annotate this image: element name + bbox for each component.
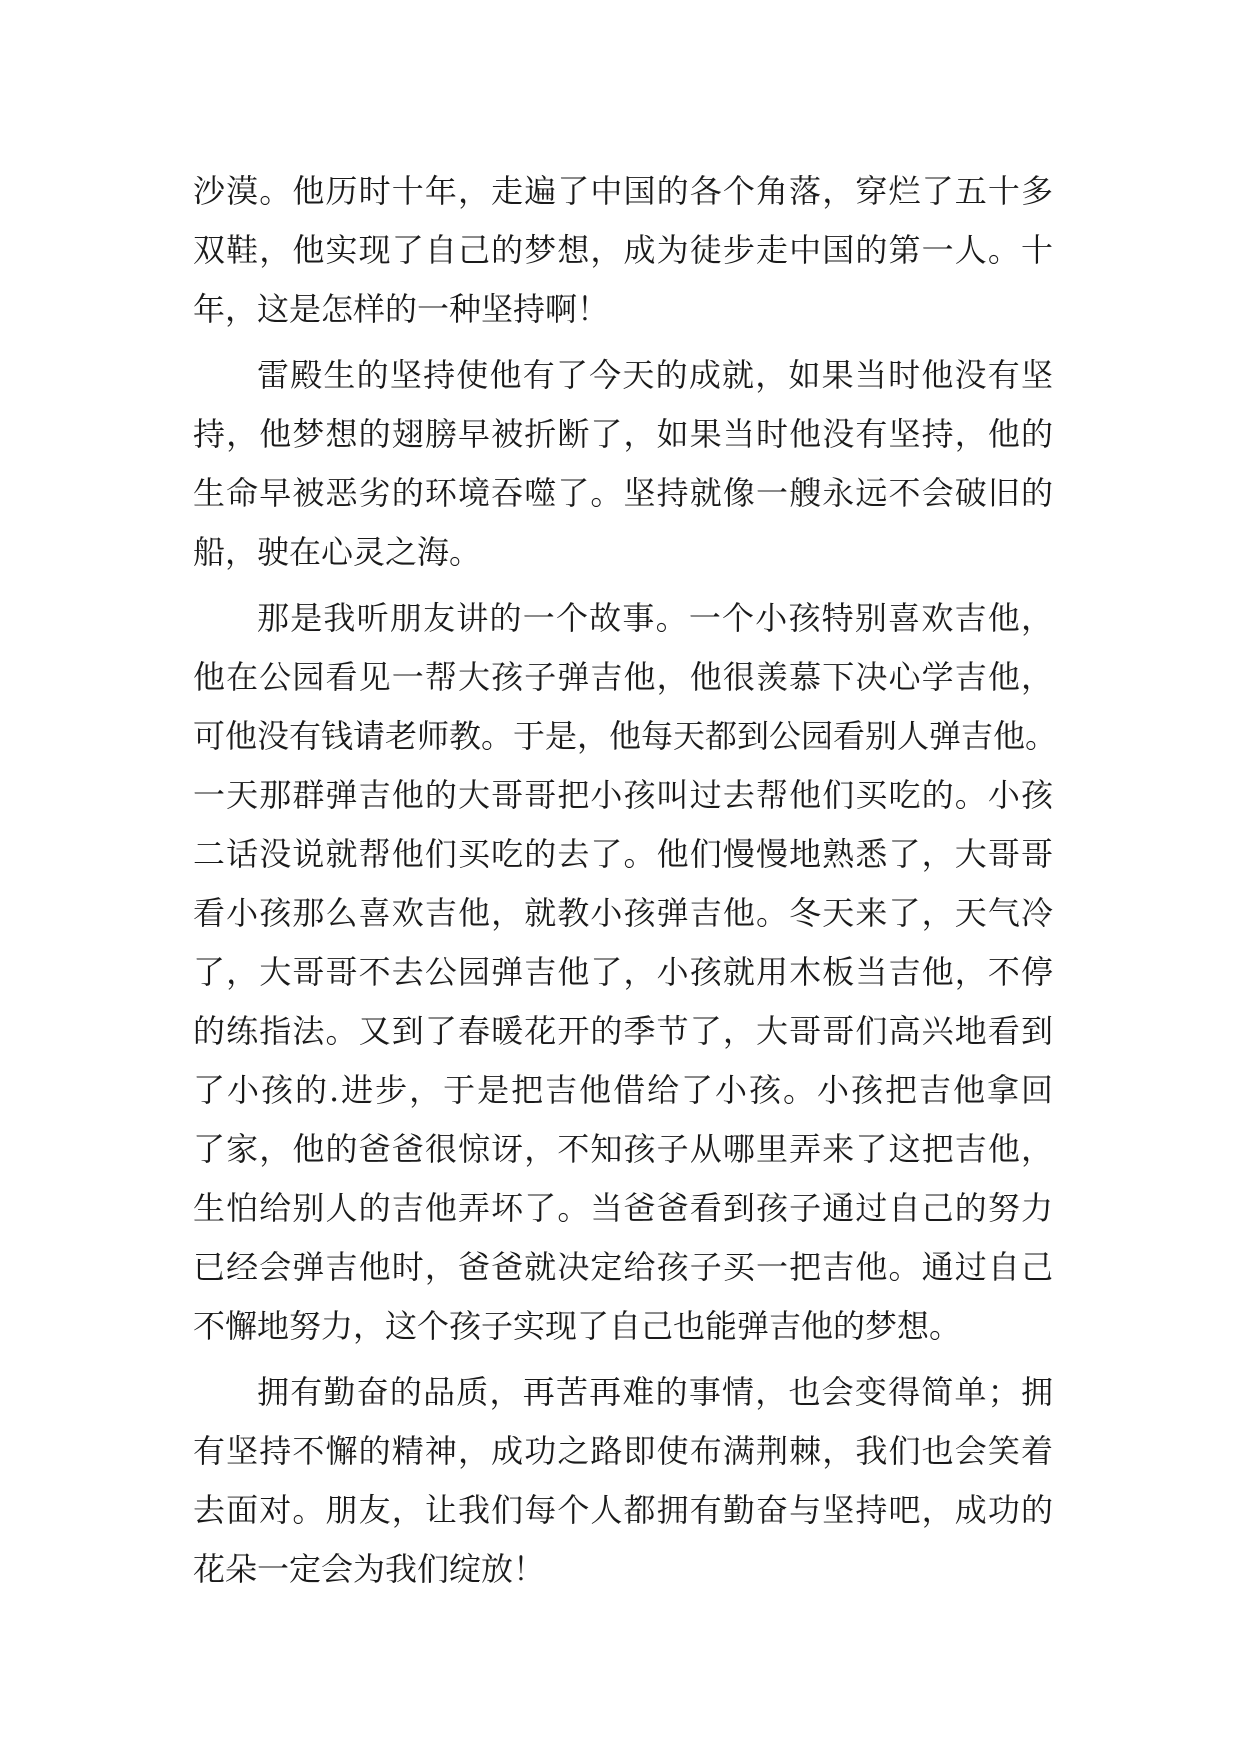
text-line: 一天那群弹吉他的大哥哥把小孩叫过去帮他们买吃的。小孩 [193,776,1053,814]
text-line: 二话没说就帮他们买吃的去了。他们慢慢地熟悉了，大哥哥 [193,835,1053,873]
text-line: 已经会弹吉他时，爸爸就决定给孩子买一把吉他。通过自己 [193,1248,1053,1286]
body-text [193,162,1058,1606]
text-line: 船，驶在心灵之海。 [193,533,482,571]
text-line: 有坚持不懈的精神，成功之路即使布满荆棘，我们也会笑着 [193,1432,1053,1470]
paragraph-3 [193,589,1058,1356]
text-line: 年，这是怎样的一种坚持啊！ [193,290,610,328]
text-line: 那是我听朋友讲的一个故事。一个小孩特别喜欢吉他， [257,599,1053,637]
text-line: 生命早被恶劣的环境吞噬了。坚持就像一艘永远不会破旧的 [193,474,1053,512]
text-line: 生怕给别人的吉他弄坏了。当爸爸看到孩子通过自己的努力 [193,1189,1053,1227]
text-line: 看小孩那么喜欢吉他，就教小孩弹吉他。冬天来了，天气冷 [193,894,1053,932]
paragraph-4 [193,1363,1053,1599]
text-line: 的练指法。又到了春暖花开的季节了，大哥哥们高兴地看到 [193,1012,1053,1050]
text-line: 拥有勤奋的品质，再苦再难的事情，也会变得简单；拥 [257,1373,1053,1411]
text-line: 了小孩的.进步，于是把吉他借给了小孩。小孩把吉他拿回 [193,1071,1053,1109]
text-line: 他在公园看见一帮大孩子弹吉他，他很羡慕下决心学吉他， [193,658,1053,696]
text-line: 了家，他的爸爸很惊讶，不知孩子从哪里弄来了这把吉他， [193,1130,1053,1168]
text-line: 雷殿生的坚持使他有了今天的成就，如果当时他没有坚 [257,356,1053,394]
text-line: 花朵一定会为我们绽放！ [193,1550,546,1588]
paragraph-1 [193,162,1053,339]
text-line: 沙漠。他历时十年，走遍了中国的各个角落，穿烂了五十多 [193,172,1053,210]
text-line: 持，他梦想的翅膀早被折断了，如果当时他没有坚持，他的 [193,415,1053,453]
text-line: 双鞋，他实现了自己的梦想，成为徒步走中国的第一人。十 [193,231,1053,269]
text-line: 了，大哥哥不去公园弹吉他了，小孩就用木板当吉他，不停 [193,953,1053,991]
paragraph-2 [193,346,1053,582]
text-line: 不懈地努力，这个孩子实现了自己也能弹吉他的梦想。 [193,1307,962,1345]
text-line: 去面对。朋友，让我们每个人都拥有勤奋与坚持吧，成功的 [193,1491,1053,1529]
text-line: 可他没有钱请老师教。于是，他每天都到公园看别人弹吉他。 [193,717,1058,755]
